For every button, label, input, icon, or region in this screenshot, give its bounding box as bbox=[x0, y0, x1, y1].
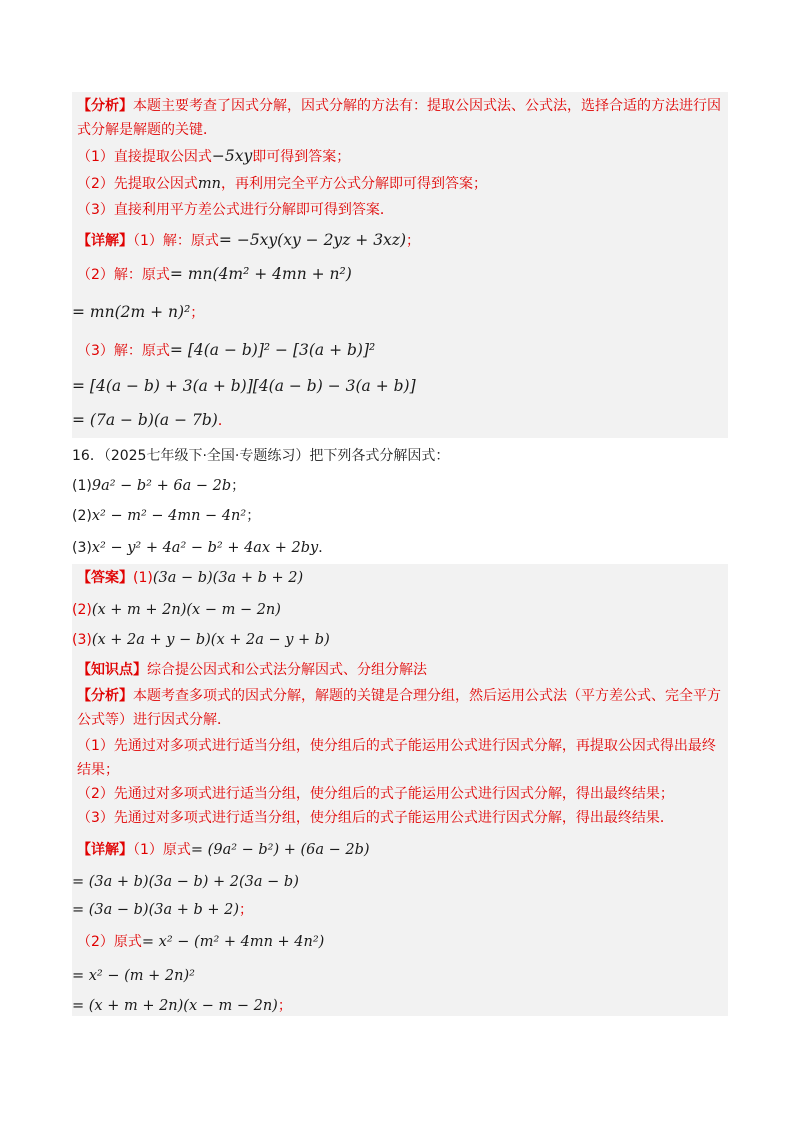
math-expression: (x + 2a + y − b)(x + 2a − y + b) bbox=[91, 632, 330, 648]
q16-detail-2b bbox=[72, 966, 195, 986]
punctuation: ． bbox=[217, 413, 232, 429]
q16-answer-1 bbox=[77, 568, 303, 588]
detail-text: （1）解：原式 bbox=[133, 233, 219, 249]
math-expression: = [4(a − b) + 3(a + b)][4(a − b) − 3(a + b)] bbox=[72, 377, 416, 395]
detail-text: （2）解：原式 bbox=[77, 267, 170, 283]
q16-part-1 bbox=[72, 476, 245, 496]
punctuation: ． bbox=[318, 540, 333, 556]
punctuation: ； bbox=[277, 998, 292, 1014]
q16-analysis-2 bbox=[77, 710, 231, 730]
q15-step-1 bbox=[77, 146, 350, 167]
question-number: 16． bbox=[72, 448, 104, 464]
step-text: （1）先通过对多项式进行适当分组，使分组后的式子能运用公式进行因式分解，再提取公因式得出最终 bbox=[77, 738, 716, 754]
q16-analysis-4 bbox=[77, 760, 119, 780]
analysis-tag: 【分析】 bbox=[77, 688, 133, 704]
analysis-text: 本题考查多项式的因式分解，解题的关键是合理分组，然后运用公式法（平方差公式、完全平方 bbox=[133, 688, 721, 704]
detail-tag: 【详解】 bbox=[77, 842, 133, 858]
math-expression: = (x + m + 2n)(x − m − 2n) bbox=[72, 998, 278, 1014]
math-expression: (3a − b)(3a + b + 2) bbox=[152, 570, 304, 586]
detail-text: （3）解：原式 bbox=[77, 343, 170, 359]
detail-text: （2）原式 bbox=[77, 934, 142, 950]
punctuation: ； bbox=[406, 233, 421, 249]
q15-detail-1 bbox=[77, 230, 420, 251]
step-text: 即可得到答案； bbox=[252, 149, 351, 165]
knowledge-text: 综合提公因式和公式法分解因式、分组分解法 bbox=[147, 662, 427, 678]
part-label: (2) bbox=[72, 508, 92, 524]
math-expression: = x² − (m + 2n)² bbox=[72, 968, 195, 984]
analysis-text: 式分解是解题的关键． bbox=[77, 122, 217, 138]
q15-analysis-line-2 bbox=[77, 120, 217, 140]
q15-detail-2b bbox=[72, 302, 204, 323]
q16-answer-2 bbox=[72, 600, 281, 620]
part-label: (2) bbox=[72, 602, 92, 618]
math-expression: 9a² − b² + 6a − 2b bbox=[91, 478, 232, 494]
math-expression: = (3a + b)(3a − b) + 2(3a − b) bbox=[72, 874, 299, 890]
q16-question bbox=[72, 446, 449, 466]
analysis-text: 本题主要考查了因式分解，因式分解的方法有：提取公因式法、公式法，选择合适的方法进行因 bbox=[133, 98, 721, 114]
detail-tag: 【详解】 bbox=[77, 233, 133, 249]
q16-detail-1 bbox=[77, 840, 370, 860]
knowledge-tag: 【知识点】 bbox=[77, 662, 147, 678]
step-text: ，再利用完全平方公式分解即可得到答案； bbox=[221, 176, 488, 192]
step-text: （1）直接提取公因式 bbox=[77, 149, 212, 165]
step-text: （3）先通过对多项式进行适当分组，使分组后的式子能运用公式进行因式分解，得出最终结果． bbox=[77, 810, 674, 826]
q16-part-2 bbox=[72, 506, 260, 526]
q15-detail-3b bbox=[72, 376, 416, 397]
punctuation: ； bbox=[246, 508, 261, 524]
part-label: (1) bbox=[133, 570, 153, 586]
punctuation: ； bbox=[231, 478, 246, 494]
q15-step-3 bbox=[77, 200, 394, 220]
q15-analysis-line-1 bbox=[77, 96, 721, 116]
q16-detail-1b bbox=[72, 872, 299, 892]
step-text: （3）直接利用平方差公式进行分解即可得到答案． bbox=[77, 202, 394, 218]
math-expression: = −5xy(xy − 2yz + 3xz) bbox=[218, 231, 407, 249]
question-source: （2025七年级下·全国·专题练习） bbox=[103, 448, 310, 464]
q16-detail-2 bbox=[77, 932, 324, 952]
analysis-text: 公式等）进行因式分解． bbox=[77, 712, 231, 728]
detail-text: （1）原式 bbox=[133, 842, 191, 858]
answer-tag: 【答案】 bbox=[77, 570, 133, 586]
math-expression: = x² − (m² + 4mn + 4n²) bbox=[141, 934, 325, 950]
part-label: (3) bbox=[72, 540, 92, 556]
math-expression: = [4(a − b)]² − [3(a + b)]² bbox=[169, 341, 376, 359]
q16-analysis-1 bbox=[77, 686, 721, 706]
question-prompt: 把下列各式分解因式： bbox=[309, 448, 450, 464]
math-expression: −5xy bbox=[211, 147, 253, 165]
q16-detail-1c bbox=[72, 900, 253, 920]
part-label: (1) bbox=[72, 478, 92, 494]
math-expression: mn bbox=[197, 176, 222, 192]
q16-analysis-3 bbox=[77, 736, 716, 756]
math-expression: x² − m² − 4mn − 4n² bbox=[91, 508, 247, 524]
q16-analysis-6 bbox=[77, 808, 674, 828]
math-expression: = (3a − b)(3a + b + 2) bbox=[72, 902, 240, 918]
step-text: 结果； bbox=[77, 762, 119, 778]
analysis-tag: 【分析】 bbox=[77, 98, 133, 114]
math-expression: (x + m + 2n)(x − m − 2n) bbox=[91, 602, 281, 618]
punctuation: ； bbox=[190, 305, 205, 321]
q15-detail-3c bbox=[72, 410, 232, 431]
math-expression: = mn(2m + n)² bbox=[72, 303, 191, 321]
math-expression: = (7a − b)(a − 7b) bbox=[72, 411, 218, 429]
q16-knowledge bbox=[77, 660, 427, 680]
math-expression: x² − y² + 4a² − b² + 4ax + 2by bbox=[91, 540, 319, 556]
punctuation: ； bbox=[239, 902, 254, 918]
q16-answer-3 bbox=[72, 630, 330, 650]
part-label: (3) bbox=[72, 632, 92, 648]
q16-analysis-5 bbox=[77, 784, 674, 804]
q15-detail-3 bbox=[77, 340, 375, 361]
step-text: （2）先提取公因式 bbox=[77, 176, 198, 192]
math-expression: = mn(4m² + 4mn + n²) bbox=[169, 265, 352, 283]
math-expression: = (9a² − b²) + (6a − 2b) bbox=[190, 842, 370, 858]
step-text: （2）先通过对多项式进行适当分组，使分组后的式子能运用公式进行因式分解，得出最终结果； bbox=[77, 786, 674, 802]
q15-step-2 bbox=[77, 174, 487, 194]
q16-part-3 bbox=[72, 538, 332, 558]
q16-detail-2c bbox=[72, 996, 292, 1016]
q15-detail-2 bbox=[77, 264, 352, 285]
